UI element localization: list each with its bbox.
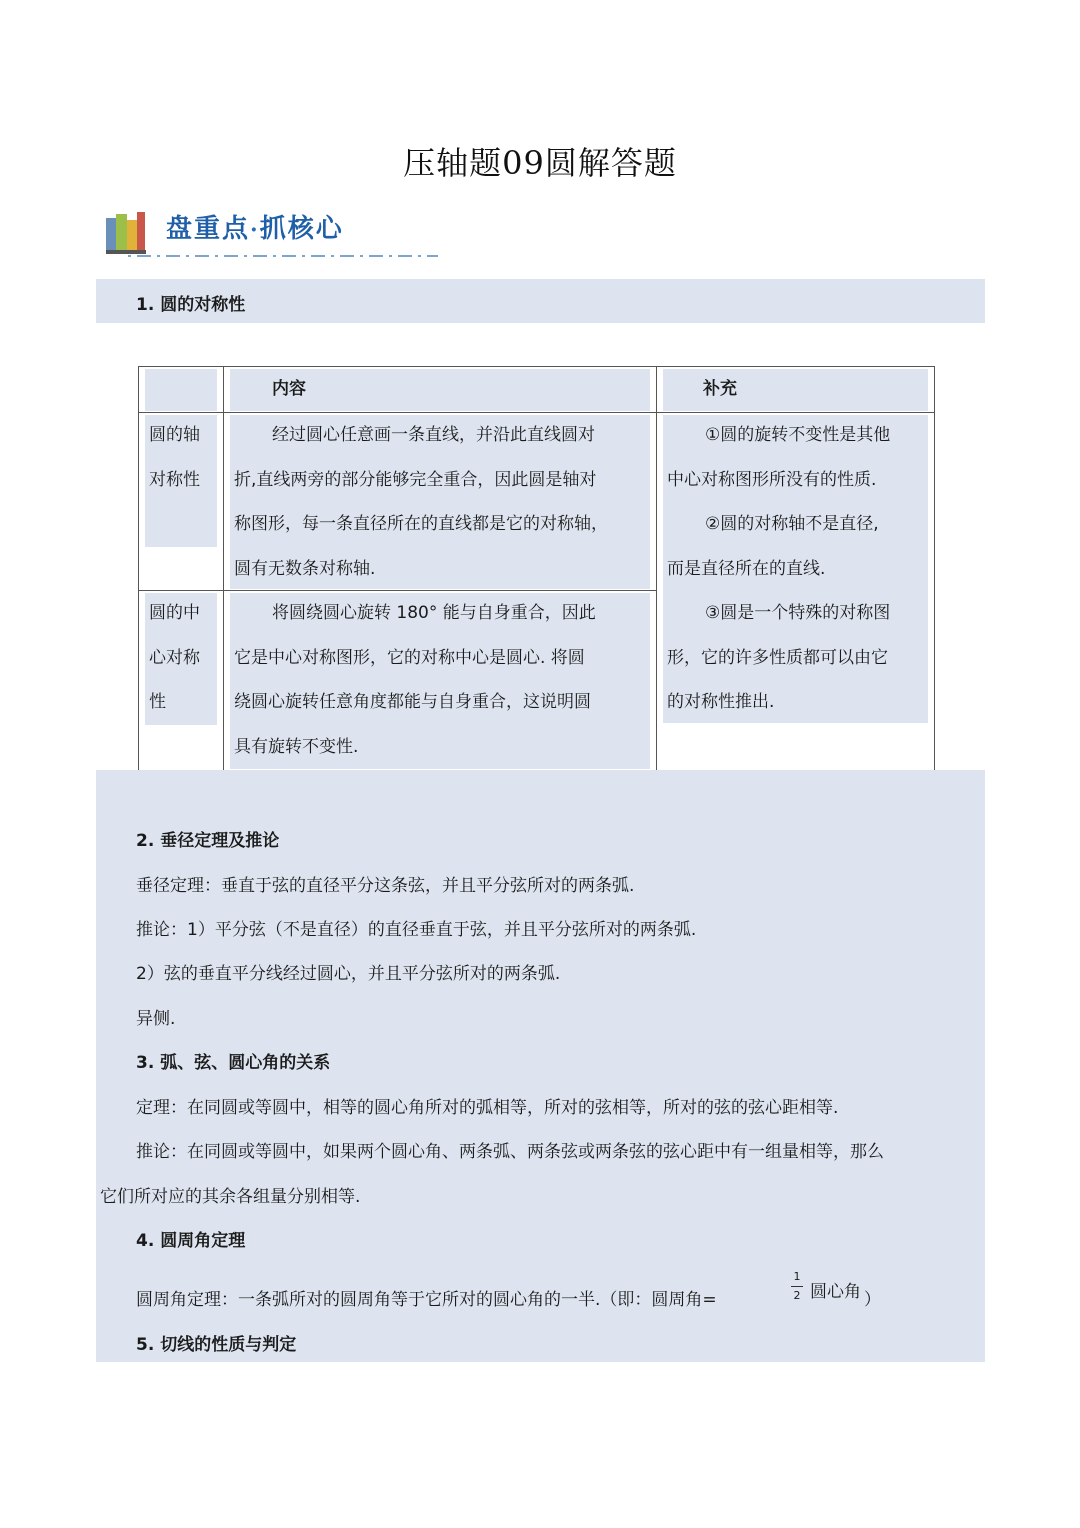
supplement-line: ①圆的旋转不变性是其他 xyxy=(705,425,891,445)
page-title: 压轴题09圆解答题 xyxy=(403,144,677,182)
banner-dotted-underline xyxy=(128,252,438,260)
table-supplement-cell xyxy=(657,413,935,771)
section2-theorem-text: 垂径定理：垂直于弦的直径平分这条弦，并且平分弦所对的两条弧. xyxy=(136,876,635,896)
supplement-line: 的对称性推出. xyxy=(667,692,775,712)
row2-content-line: 具有旋转不变性. xyxy=(234,736,359,757)
supplement-line: 形，它的许多性质都可以由它 xyxy=(667,647,888,668)
section-banner xyxy=(104,204,444,264)
section3-theorem: 定理：在同圆或等圆中，相等的圆心角所对的弧相等，所对的弦相等，所对的弦的弦心距相等. xyxy=(136,1098,839,1118)
supplement-line: ②圆的对称轴不是直径, xyxy=(705,514,879,534)
section2-corollary2: 2）弦的垂直平分线经过圆心，并且平分弦所对的两条弧. xyxy=(136,964,561,984)
row1-content-line: 圆有无数条对称轴. xyxy=(234,558,376,579)
section3-corollary-line1: 推论：在同圆或等圆中，如果两个圆心角、两条弧、两条弦或两条弦的弦心距中有一组量相等，那么 xyxy=(136,1142,884,1162)
row1-content-line: 折,直线两旁的部分能够完全重合，因此圆是轴对 xyxy=(234,469,597,490)
table-row-label xyxy=(139,413,224,591)
section4-heading: 4. 圆周角定理 xyxy=(136,1231,246,1251)
section2-note: 异侧. xyxy=(136,1009,176,1029)
fraction-term: 圆心角 xyxy=(810,1282,861,1302)
row1-label-line: 圆的轴 xyxy=(149,425,200,445)
table-header-supplement-label: 补充 xyxy=(703,379,737,399)
section3-heading: 3. 弧、弦、圆心角的关系 xyxy=(136,1053,331,1073)
row1-label-line: 对称性 xyxy=(149,469,200,490)
row2-content-line: 绕圆心旋转任意角度都能与自身重合，这说明圆 xyxy=(234,692,591,712)
row1-content-line: 经过圆心任意画一条直线，并沿此直线圆对 xyxy=(272,425,595,445)
section1-heading: 1. 圆的对称性 xyxy=(136,295,246,315)
row2-label-line: 心对称 xyxy=(149,647,200,668)
row2-label-line: 性 xyxy=(149,692,166,712)
table-header-content-label: 内容 xyxy=(272,379,306,399)
books-icon xyxy=(104,208,148,256)
table-row-content xyxy=(224,591,657,771)
table-row-content xyxy=(224,413,657,591)
table-header-supplement xyxy=(657,367,935,413)
banner-text-main: 盘重点 xyxy=(166,214,251,244)
row1-content-line: 称图形，每一条直径所在的直线都是它的对称轴， xyxy=(234,514,608,534)
banner-text-second: 抓核心 xyxy=(259,214,344,244)
section3-corollary-line2: 它们所对应的其余各组量分别相等. xyxy=(100,1187,361,1207)
fraction-denominator: 2 xyxy=(793,1289,801,1302)
row2-label-line: 圆的中 xyxy=(149,603,200,623)
symmetry-table xyxy=(138,366,935,771)
supplement-line: 中心对称图形所没有的性质. xyxy=(667,469,877,490)
banner-text-dot: · xyxy=(250,217,260,243)
table-header-blank xyxy=(139,367,224,413)
fraction-numerator: 1 xyxy=(793,1270,801,1283)
row2-content-line: 它是中心对称图形，它的对称中心是圆心. 将圆 xyxy=(234,647,585,668)
section4-theorem: 圆周角定理：一条弧所对的圆周角等于它所对的圆心角的一半.（即：圆周角= xyxy=(136,1290,717,1310)
supplement-line: ③圆是一个特殊的对称图 xyxy=(705,603,891,623)
fraction-bar xyxy=(791,1286,803,1287)
table-row-label xyxy=(139,591,224,771)
section2-theorem xyxy=(136,871,634,896)
table-header-content xyxy=(224,367,657,413)
section5-heading: 5. 切线的性质与判定 xyxy=(136,1335,297,1355)
section2-heading: 2. 垂径定理及推论 xyxy=(136,831,280,851)
supplement-line: 而是直径所在的直线. xyxy=(667,558,826,579)
section4-close-paren: ） xyxy=(864,1290,881,1310)
banner-title xyxy=(166,208,344,245)
row2-content-line: 将圆绕圆心旋转 180° 能与自身重合，因此 xyxy=(272,603,596,623)
section2-corollary1: 推论：1）平分弦（不是直径）的直径垂直于弦，并且平分弦所对的两条弧. xyxy=(136,920,697,940)
